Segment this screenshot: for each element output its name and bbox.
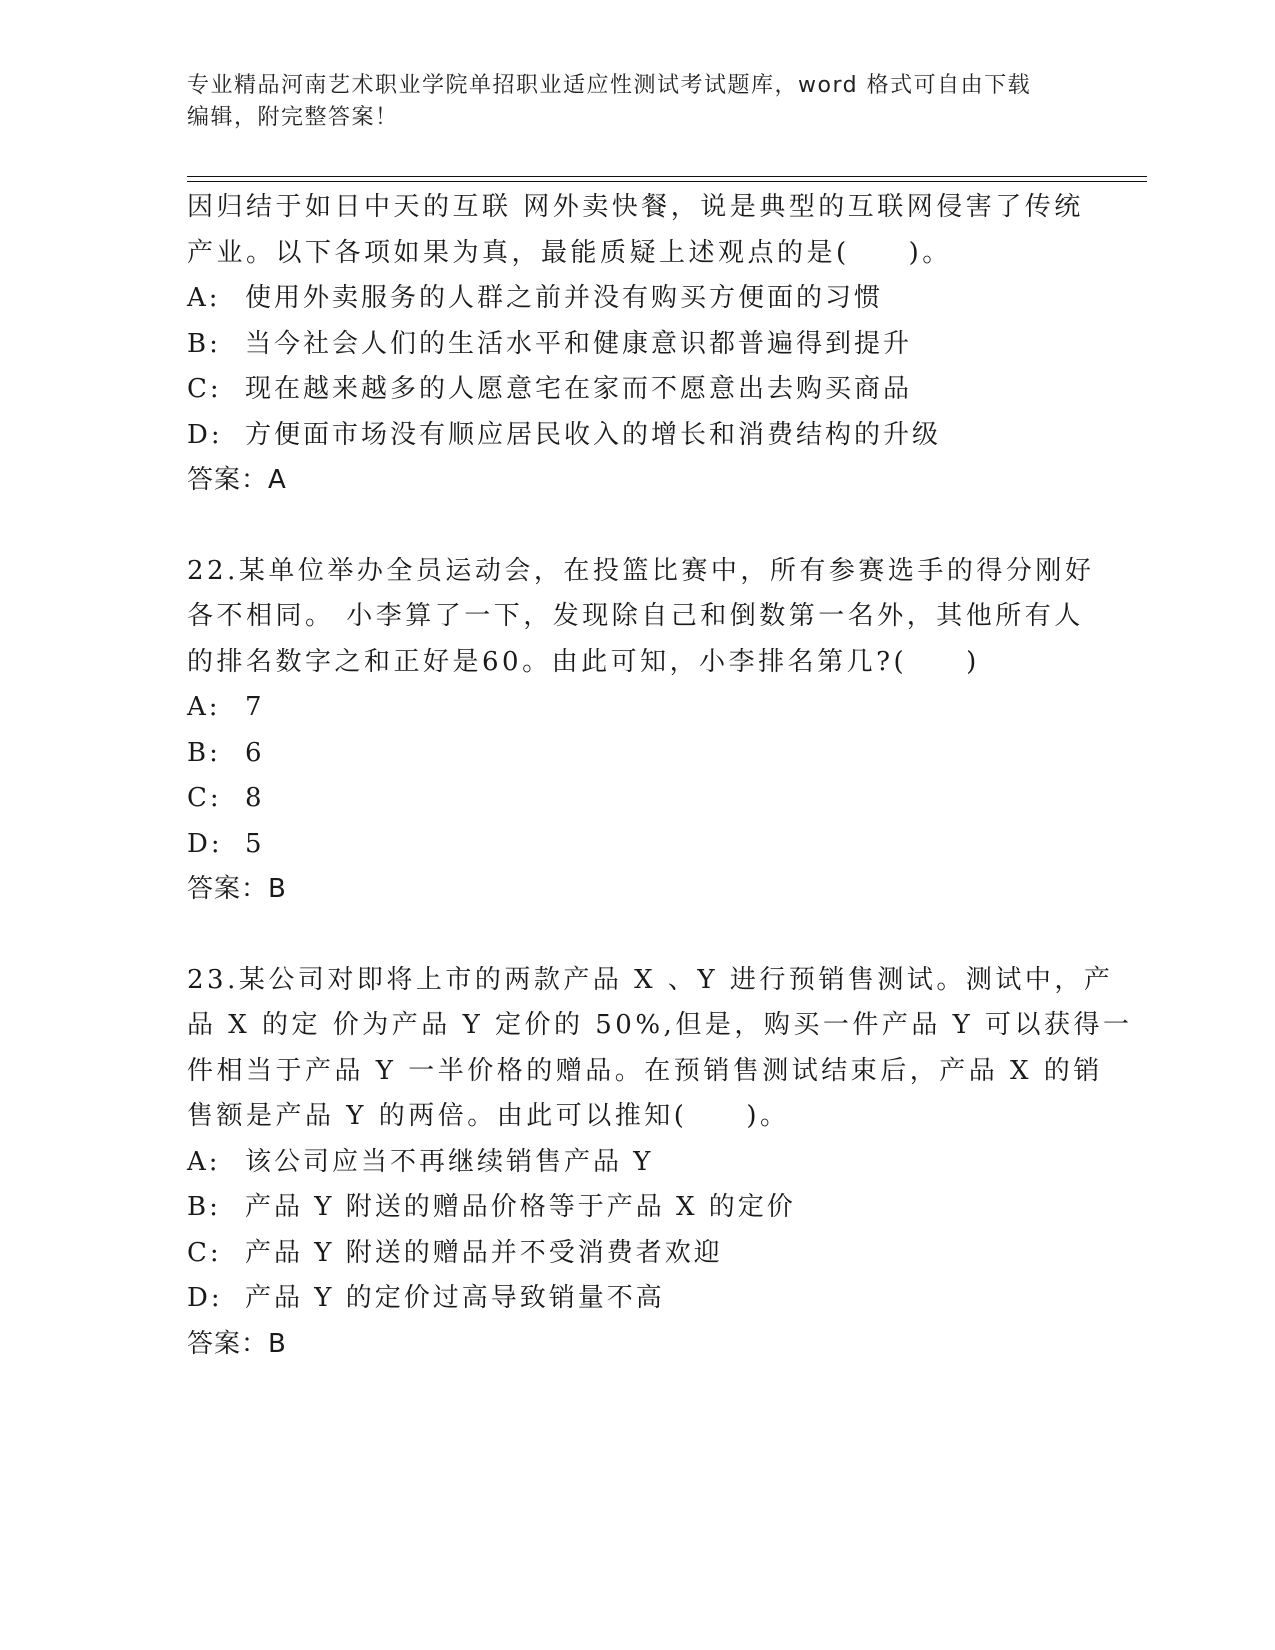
question-stem-line: 件相当于产品 Y 一半价格的赠品。在预销售测试结束后，产品 X 的销 — [187, 1055, 1103, 1086]
option-b — [187, 1185, 1087, 1231]
option-a — [187, 685, 1087, 731]
header-divider-bottom — [187, 181, 1147, 182]
question-21 — [187, 185, 1087, 504]
option-d — [187, 1276, 1087, 1322]
question-stem-line: 产业。以下各项如果为真，最能质疑上述观点的是( )。 — [187, 237, 952, 268]
option-text: 产品 Y 附送的赠品并不受消费者欢迎 — [245, 1237, 723, 1268]
option-key: B: — [187, 328, 221, 359]
option-key: C: — [187, 374, 222, 404]
option-d — [187, 822, 1087, 868]
option-key: A: — [187, 283, 221, 313]
option-key: B: — [187, 737, 221, 768]
option-text: 当今社会人们的生活水平和健康意识都普遍得到提升 — [245, 328, 913, 359]
option-text: 5 — [245, 828, 265, 859]
option-key: A: — [187, 1146, 221, 1177]
option-key: D: — [187, 419, 223, 450]
option-key: D: — [187, 828, 223, 859]
answer-line: 答案：A — [187, 465, 287, 495]
question-stem-line: 的排名数字之和正好是60。由此可知，小李排名第几?( ) — [187, 646, 980, 677]
header-line-2: 编辑，附完整答案！ — [187, 105, 399, 130]
option-text: 产品 Y 附送的赠品价格等于产品 X 的定价 — [245, 1192, 796, 1222]
question-stem-line: 23.某公司对即将上市的两款产品 X 、Y 进行预销售测试。测试中，产 — [187, 964, 1114, 995]
question-stem-line: 22.某单位举办全员运动会，在投篮比赛中，所有参赛选手的得分刚好 — [187, 555, 1095, 586]
header-line-1: 专业精品河南艺术职业学院单招职业适应性测试考试题库，word 格式可自由下载 — [187, 73, 1032, 98]
option-c — [187, 776, 1087, 822]
header-divider-top — [187, 176, 1147, 177]
option-text: 7 — [245, 692, 265, 722]
option-b — [187, 322, 1087, 368]
option-c — [187, 367, 1087, 413]
option-key: A: — [187, 692, 221, 722]
question-stem-line: 各不相同。 小李算了一下，发现除自己和倒数第一名外，其他所有人 — [187, 601, 1084, 631]
option-text: 方便面市场没有顺应居民收入的增长和消费结构的升级 — [245, 419, 942, 450]
answer-line: 答案：B — [187, 1328, 287, 1359]
question-22 — [187, 549, 1095, 913]
option-a — [187, 1140, 1087, 1186]
question-stem-line: 售额是产品 Y 的两倍。由此可以推知( )。 — [187, 1101, 790, 1131]
option-text: 现在越来越多的人愿意宅在家而不愿意出去购买商品 — [245, 374, 913, 404]
option-key: C: — [187, 1237, 222, 1268]
option-b — [187, 731, 1087, 777]
option-key: B: — [187, 1192, 221, 1222]
answer-line: 答案：B — [187, 874, 287, 904]
option-c — [187, 1231, 1087, 1277]
option-key: C: — [187, 783, 222, 813]
question-list — [187, 185, 1133, 1367]
question-stem-line: 品 X 的定 价为产品 Y 定价的 50%,但是，购买一件产品 Y 可以获得一 — [187, 1010, 1133, 1040]
option-text: 产品 Y 的定价过高导致销量不高 — [245, 1283, 665, 1313]
question-stem-line: 因归结于如日中天的互联 网外卖快餐，说是典型的互联网侵害了传统 — [187, 192, 1084, 222]
question-23 — [187, 958, 1133, 1368]
option-a — [187, 276, 1087, 322]
page-header — [187, 70, 1067, 134]
option-text: 6 — [245, 737, 265, 768]
option-text: 使用外卖服务的人群之前并没有购买方便面的习惯 — [245, 283, 884, 313]
option-text: 8 — [245, 783, 265, 813]
option-key: D: — [187, 1283, 223, 1313]
option-d — [187, 413, 1087, 459]
option-text: 该公司应当不再继续销售产品 Y — [245, 1146, 654, 1177]
